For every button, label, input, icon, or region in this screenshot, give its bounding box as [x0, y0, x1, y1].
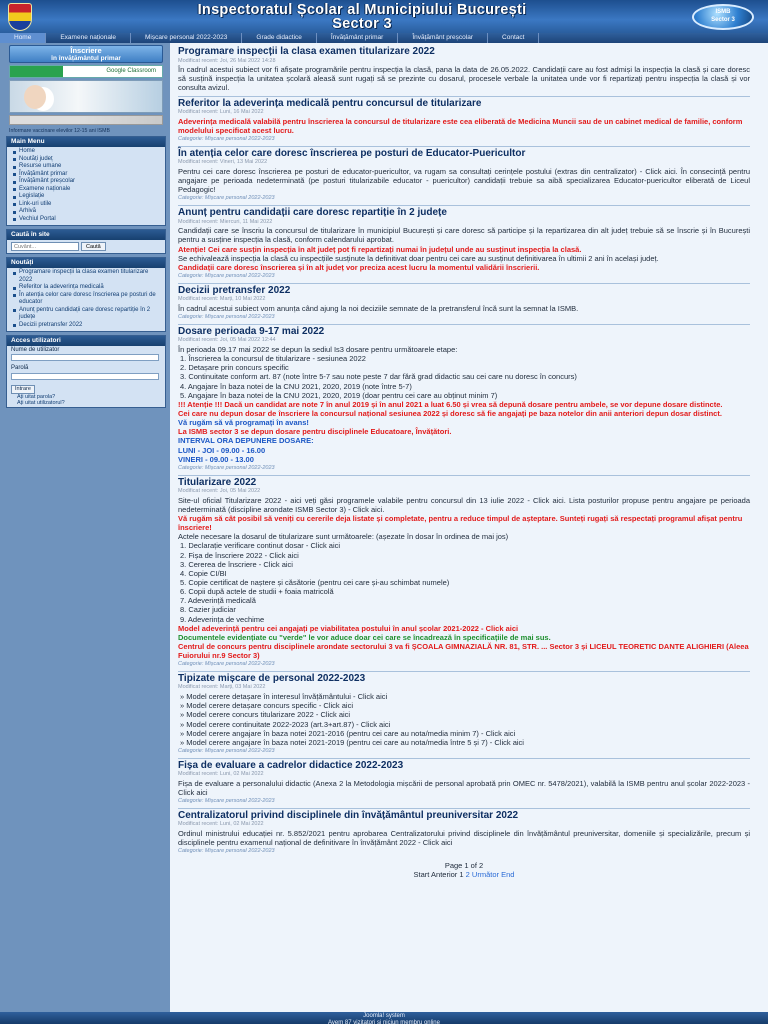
article-category[interactable]: Categorie: Mișcare personal 2022-2023	[178, 195, 275, 202]
article-list	[178, 541, 750, 623]
pager-end[interactable]: End	[501, 870, 515, 880]
list-item: 3. Continuitate conform art. 87 (note între 5-7 sau note peste 7 dar fără grad didactic sau cei care nu doresc în concurs)	[180, 372, 577, 382]
promo-banner[interactable]	[9, 115, 163, 125]
list-item[interactable]: 3. Cererea de înscriere - Click aici	[180, 559, 293, 569]
classroom-banner-label: Google Classroom	[106, 67, 156, 74]
nav-examene[interactable]: Examene naționale	[46, 33, 131, 43]
article	[178, 45, 750, 96]
article-meta: Modificat recent: Vineri, 13 Mai 2022	[178, 159, 268, 166]
list-item[interactable]: » Model cerere angajare în baza notei 2021-2016 (pentru cei care au nota/media minim 7) - Click aici	[180, 728, 516, 738]
site-title	[32, 3, 692, 31]
pager-start[interactable]: Start	[413, 870, 430, 880]
menu-item[interactable]: Învățământ primar	[13, 171, 161, 179]
article-body: Ordinul ministrului educației nr. 5.852/2021 pentru aprobarea Centralizatorului privind disciplinele din învățământul preuniversitar, domeniile și specializările, precum și disciplinele pentru examenul național de definitivare în învățământ 2022 - Click aici	[178, 829, 750, 848]
article-title[interactable]: În atenția celor care doresc înscrierea pe posturi de Educator-Puericultor	[178, 147, 526, 159]
login-button[interactable]: Intrare	[11, 385, 35, 394]
site-title-line2: Sector 3	[332, 15, 392, 32]
pager-current: 1	[459, 870, 464, 880]
article-body: Candidații care se înscriu la concursul de titularizare în municipiul București și care doresc să participe și la repartizarea din alt județ trebuie să se înscrie și în București pentru a susține inspecția la clasă, conform calendarului aprobat.	[178, 226, 750, 245]
footer-line2: Avem 87 vizitatori și niciun membru online	[328, 1019, 440, 1024]
news-list	[7, 268, 165, 331]
site-title-line1: Inspectoratul Școlar al Municipiului București	[197, 1, 527, 18]
list-item[interactable]: » Model cerere continuitate 2022-2023 (art.3+art.87) - Click aici	[180, 719, 391, 729]
article-category[interactable]: Categorie: Mișcare personal 2022-2023	[178, 848, 275, 855]
article-list	[178, 354, 750, 400]
list-item[interactable]: 2. Fișa de înscriere 2022 - Click aici	[180, 550, 299, 560]
article-green-note: Documentele evidențiate cu "verde" le vor aduce doar cei care se încadrează în specificațiile de mai sus.	[178, 632, 551, 642]
article-alert: Adeverința medicală valabilă pentru înscrierea la concursul de titularizare este cea eliberată de Medicina Muncii sau de un cabinet medical de familie, conform modelului specificat acest lucru.	[178, 116, 743, 135]
romania-crest-icon	[8, 3, 32, 31]
article	[178, 808, 750, 858]
search-button[interactable]: Caută	[81, 242, 106, 251]
list-item: 7. Adeverință medicală	[180, 596, 256, 606]
nav-miscare[interactable]: Mișcare personal 2022-2023	[131, 33, 242, 43]
article	[178, 205, 750, 283]
news-item[interactable]: În atenția celor care doresc înscrierea pe posturi de educator	[13, 292, 161, 307]
article-body: Pentru cei care doresc înscrierea pe posturi de educator-puericultor, va rugam sa consultați cerințele postului (extras din centralizator) - Click aici. În consecință pentru angajare pe perioada nedeterminată (pe posturi titularizabile educator - puericultor) candidații trebuie sa aibă specializarea Educator-puericultor eliberată de Liceul Pedagogic!	[178, 167, 750, 195]
list-item[interactable]: » Model cerere detașare concurs specific - Click aici	[180, 701, 353, 711]
article-body: Fișa de evaluare a personalului didactic (Anexa 2 la Metodologia mișcării de personal aprobată prin OMEC nr. 5478/2021), valabilă la ISMB pentru anul școlar 2022-2023 - Click aici	[178, 778, 750, 798]
article-category[interactable]: Categorie: Mișcare personal 2022-2023	[178, 273, 275, 280]
pagination	[178, 861, 750, 879]
list-item: 5. Angajare în baza notei de la CNU 2021, 2020, 2019 (doar pentru cei care au obținut minim 7)	[180, 390, 498, 400]
list-item: 6. Copii după actele de studii + foaia matricolă	[180, 587, 334, 597]
article-alert-2: Cei care nu depun dosar de înscriere la concursul național sesiunea 2022 și doresc să fie angajați pe baza notelor din anii anteriori depun dosar distinct.	[178, 408, 722, 418]
article-category[interactable]: Categorie: Mișcare personal 2022-2023	[178, 661, 275, 668]
forgot-password-link[interactable]: Ați uitat parola?	[17, 393, 56, 400]
menu-item[interactable]: Resurse umane	[13, 163, 161, 171]
article	[178, 283, 750, 324]
news-item[interactable]: Programare inspecții la clasa examen titularizare 2022	[13, 269, 161, 284]
list-item[interactable]: » Model cerere detașare în interesul învățământului - Click aici	[180, 692, 388, 702]
article-alert-3: Centrul de concurs pentru disciplinele arondate sectorului 3 va fi ȘCOALA GIMNAZIALĂ NR. 81, STR. ... Sector 3 și LICEUL TEORETIC DANTE ALIGHIERI (Aleea Fuiorului nr.9 Sector 3)	[178, 641, 749, 661]
site-header	[0, 0, 768, 33]
menu-item[interactable]: Arhivă	[13, 208, 161, 216]
menu-item[interactable]: Noutăți județ	[13, 156, 161, 164]
top-navigation	[0, 33, 768, 43]
news-module	[6, 257, 166, 332]
article-body: Site-ul oficial Titularizare 2022 - aici veți găsi programele valabile pentru concursul din 13 iulie 2022 - Click aici. Lista posturilor propuse pentru angajare pe perioada nedeterminată (discipline arondate ISMB Sector 3) - Click aici.	[178, 495, 750, 514]
vaccinare-banner[interactable]	[9, 80, 163, 113]
menu-item[interactable]: Învățământ preșcolar	[13, 178, 161, 186]
forgot-username-link[interactable]: Ați uitat utilizatorul?	[17, 400, 65, 407]
article-meta: Modificat recent: Luni, 02 Mai 2022	[178, 821, 264, 828]
search-module	[6, 229, 166, 254]
article-title[interactable]: Dosare perioada 9-17 mai 2022	[178, 325, 325, 337]
article-title[interactable]: Centralizatorul privind disciplinele din învățământul preuniversitar 2022	[178, 809, 519, 821]
article-alert: Atenție! Cei care susțin inspecția în alt județ pot fi repartizați numai în județul unde au susținut inspecția la clasă.	[178, 244, 582, 254]
list-item[interactable]: 1. Declarație verificare continut dosar - Click aici	[180, 541, 341, 551]
article-meta: Modificat recent: Joi, 26 Mai 2022 14:28	[178, 57, 276, 64]
article-meta: Modificat recent: Marți, 03 Mai 2022	[178, 684, 266, 691]
article-meta: Modificat recent: Joi, 05 Mai 2022	[178, 488, 261, 495]
pager-prev[interactable]: Anterior	[431, 870, 458, 880]
main-menu-list	[7, 147, 165, 225]
sidebar	[0, 43, 170, 1012]
news-item[interactable]: Decizii pretransfer 2022	[13, 322, 161, 330]
article-body-2: Se echivalează inspecția la clasă cu inspecțiile susținute la definitivat doar pentru cei care au susținut definitivarea în ultimii 2 ani în același județ.	[178, 253, 659, 263]
menu-item[interactable]: Legislație	[13, 193, 161, 201]
list-item: 1. Înscrierea la concursul de titularizare - sesiunea 2022	[180, 354, 366, 364]
article-list	[178, 692, 750, 747]
ismb-logo[interactable]	[692, 4, 754, 30]
article	[178, 96, 750, 146]
username-label: Nume de utilizator	[11, 347, 60, 354]
article-alert-3: La ISMB sector 3 se depun dosare pentru disciplinele Educatoare, Învățători.	[178, 427, 452, 437]
nav-grade[interactable]: Grade didactice	[242, 33, 317, 43]
article-note: Vă rugăm să vă programați în avans!	[178, 418, 309, 428]
article-alert-2[interactable]: Model adeverință pentru cei angajați pe viabilitatea postului în anul școlar 2021-2022 - Click aici	[178, 623, 519, 633]
site-footer	[0, 1012, 768, 1024]
menu-item[interactable]: Examene naționale	[13, 186, 161, 194]
article-body-2: Actele necesare la dosarul de titularizare sunt următoarele: (așezate în dosar în ordinea de mai jos)	[178, 532, 509, 542]
article	[178, 475, 750, 671]
article	[178, 324, 750, 475]
list-item: 4. Angajare în baza notei de la CNU 2021, 2020, 2019 (note între 5-7)	[180, 381, 412, 391]
main-menu-title: Main Menu	[7, 137, 165, 147]
list-item: 4. Copie CI/BI	[180, 568, 227, 578]
news-item[interactable]: Referitor la adeverința medicală	[13, 284, 161, 292]
main-content	[170, 43, 768, 1012]
article-category[interactable]: Categorie: Mișcare personal 2022-2023	[178, 136, 275, 143]
logo-sub: Sector 3	[711, 16, 735, 23]
inscriere-banner-sub: în învățământul primar	[51, 55, 121, 63]
footer-line1: Joomla! system	[363, 1013, 405, 1019]
schedule-fri: VINERI - 09.00 - 13.00	[178, 454, 254, 464]
list-item: 5. Copie certificat de naștere și căsătorie (pentru cei care și-au schimbat numele)	[180, 578, 450, 587]
username-input[interactable]	[11, 354, 159, 361]
article-alert: !!! Atenție !!! Dacă un candidat are note 7 în anul 2019 și în anul 2021 a luat 6.50 și vrea să depună dosare pentru ambele, se vor depune dosare distincte.	[178, 399, 723, 409]
list-item[interactable]: » Model cerere concurs titularizare 2022 - Click aici	[180, 710, 351, 720]
list-item: 2. Detașare prin concurs specific	[180, 363, 289, 373]
login-title: Acces utilizatori	[7, 336, 165, 346]
login-module	[6, 335, 166, 408]
article-body: În perioada 09.17 mai 2022 se depun la sediul Is3 dosare pentru următoarele etape:	[178, 345, 458, 354]
menu-item[interactable]: Vechiul Portal	[13, 216, 161, 224]
search-title: Caută în site	[7, 230, 165, 240]
article-title[interactable]: Programare inspecții la clasa examen titularizare 2022	[178, 46, 435, 57]
classroom-banner[interactable]	[9, 65, 163, 78]
article-meta: Modificat recent: Joi, 05 Mai 2022 12:44	[178, 337, 276, 344]
list-item[interactable]: » Model cerere angajare în baza notei 2021-2019 (pentru cei care au nota/media între 5 și 7) - Click aici	[180, 737, 524, 747]
password-input[interactable]	[11, 373, 159, 380]
article	[178, 671, 750, 758]
news-item[interactable]: Anunț pentru candidații care doresc repartiție în 2 județe	[13, 307, 161, 322]
nav-contact[interactable]: Contact	[488, 33, 539, 43]
article-title[interactable]: Fișa de evaluare a cadrelor didactice 2022-2023	[178, 759, 404, 771]
sidebar-note[interactable]: Informare vaccinare elevilor 12-15 ani ISMB	[9, 128, 110, 134]
search-input[interactable]	[11, 242, 79, 251]
pager-next[interactable]: Următor	[471, 870, 500, 880]
nav-prescolar[interactable]: Învățământ preșcolar	[398, 33, 488, 43]
article-body: În cadrul acestui subiect vor fi afișate programările pentru inspecția la clasă, pana la data de 26.05.2022. Candidații care au fost admiși la inspecția la clasă și care doresc să susțină inspecția la unitatea școlară aleasă sunt rugați să se prezinte cu dosarul, procesele verbale la unitatea unde vor fi repartizați pentru inspecția la clasă și vor consulta avizul.	[178, 65, 750, 93]
menu-item[interactable]: Home	[13, 148, 161, 156]
list-item: 8. Cazier judiciar	[180, 605, 236, 615]
article-body: În cadrul acestui subiect vom anunța când ajung la noi deciziile semnate de la pretransferul încă sunt la semnat la ISMB.	[178, 303, 579, 313]
nav-home[interactable]: Home	[0, 33, 46, 43]
article-meta: Modificat recent: Luni, 16 Mai 2022	[178, 109, 264, 116]
list-item: 9. Adeverința de vechime	[180, 614, 265, 624]
article-meta: Modificat recent: Miercuri, 11 Mai 2022	[178, 218, 273, 225]
article-title[interactable]: Decizii pretransfer 2022	[178, 284, 291, 296]
schedule-title: INTERVAL ORA DEPUNERE DOSARE:	[178, 436, 314, 446]
article	[178, 758, 750, 808]
password-label: Parolă	[11, 365, 29, 372]
main-menu-module	[6, 136, 166, 226]
article-alert-2: Candidații care doresc înscrierea și în alt județ vor preciza acest lucru la momentul validării înscrierii.	[178, 262, 540, 272]
logo-text: ISMB	[715, 9, 731, 16]
pager-page-2[interactable]: 2	[465, 870, 470, 880]
inscriere-banner[interactable]	[9, 45, 163, 63]
page-count: Page 1 of 2	[444, 861, 484, 871]
inscriere-banner-title: Înscriere	[70, 46, 102, 55]
article-category[interactable]: Categorie: Mișcare personal 2022-2023	[178, 314, 275, 321]
article-alert: Vă rugăm să cât posibil să veniți cu cererile deja listate și completate, pentru a reduce timpul de așteptare. Sunteți rugați să respectați programul afișat pentru înscriere!	[178, 514, 743, 533]
article-title[interactable]: Referitor la adeverința medicală pentru concursul de titularizare	[178, 97, 482, 109]
news-title: Noutăți	[7, 258, 165, 268]
article-meta: Modificat recent: Marți, 10 Mai 2022	[178, 296, 266, 303]
nav-primar[interactable]: Învățământ primar	[317, 33, 398, 43]
article	[178, 146, 750, 205]
article-category[interactable]: Categorie: Mișcare personal 2022-2023	[178, 464, 275, 471]
menu-item[interactable]: Link-uri utile	[13, 201, 161, 209]
article-meta: Modificat recent: Luni, 02 Mai 2022	[178, 771, 264, 778]
article-title[interactable]: Titularizare 2022	[178, 476, 257, 488]
schedule-mon-thu: LUNI - JOI - 09.00 - 16.00	[178, 445, 266, 455]
article-title[interactable]: Tipizate mișcare de personal 2022-2023	[178, 672, 366, 684]
article-category[interactable]: Categorie: Mișcare personal 2022-2023	[178, 798, 275, 805]
article-title[interactable]: Anunț pentru candidații care doresc repartiție în 2 județe	[178, 207, 447, 219]
article-category[interactable]: Categorie: Mișcare personal 2022-2023	[178, 748, 275, 755]
